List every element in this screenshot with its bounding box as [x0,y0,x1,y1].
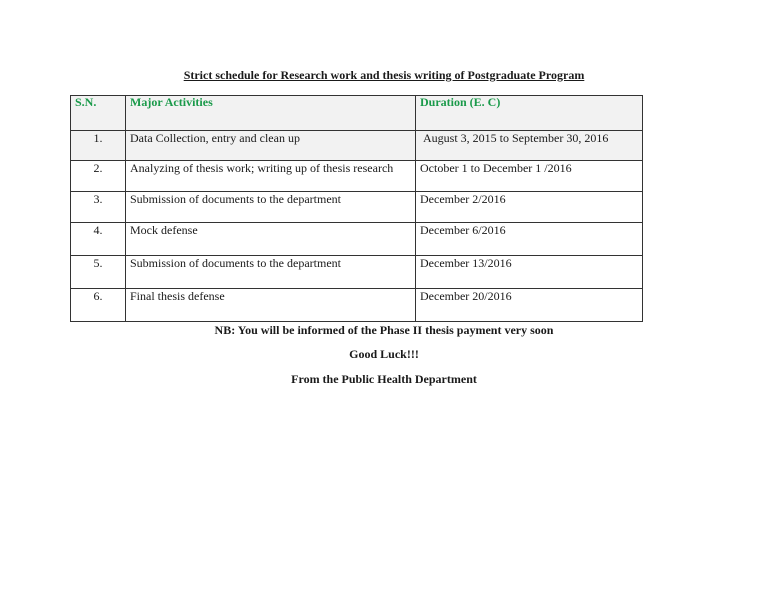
row-duration: December 20/2016 [416,289,643,322]
schedule-table [70,95,643,322]
row-sn: 2. [71,161,126,192]
table-row [71,161,643,192]
row-sn: 1. [71,131,126,161]
row-activity: Data Collection, entry and clean up [126,131,416,161]
table-row [71,256,643,289]
row-activity: Analyzing of thesis work; writing up of thesis research [126,161,416,192]
from-department-note: From the Public Health Department [291,372,477,386]
row-activity: Mock defense [126,223,416,256]
row-activity: Submission of documents to the department [126,192,416,223]
row-sn: 6. [71,289,126,322]
good-luck-note: Good Luck!!! [349,347,419,361]
header-duration: Duration (E. C) [416,96,643,131]
header-sn: S.N. [71,96,126,131]
row-sn: 3. [71,192,126,223]
table-row [71,223,643,256]
row-sn: 4. [71,223,126,256]
row-activity: Submission of documents to the department [126,256,416,289]
document-title: Strict schedule for Research work and thesis writing of Postgraduate Program [183,68,585,82]
row-duration: August 3, 2015 to September 30, 2016 [416,131,643,161]
row-duration: October 1 to December 1 /2016 [416,161,643,192]
table-row [71,289,643,322]
table-header-row [71,96,643,131]
nb-note: NB: You will be informed of the Phase II thesis payment very soon [214,323,554,337]
row-activity: Final thesis defense [126,289,416,322]
row-duration: December 13/2016 [416,256,643,289]
table-row [71,131,643,161]
header-major-activities: Major Activities [126,96,416,131]
row-duration: December 6/2016 [416,223,643,256]
table-row [71,192,643,223]
row-sn: 5. [71,256,126,289]
row-duration: December 2/2016 [416,192,643,223]
